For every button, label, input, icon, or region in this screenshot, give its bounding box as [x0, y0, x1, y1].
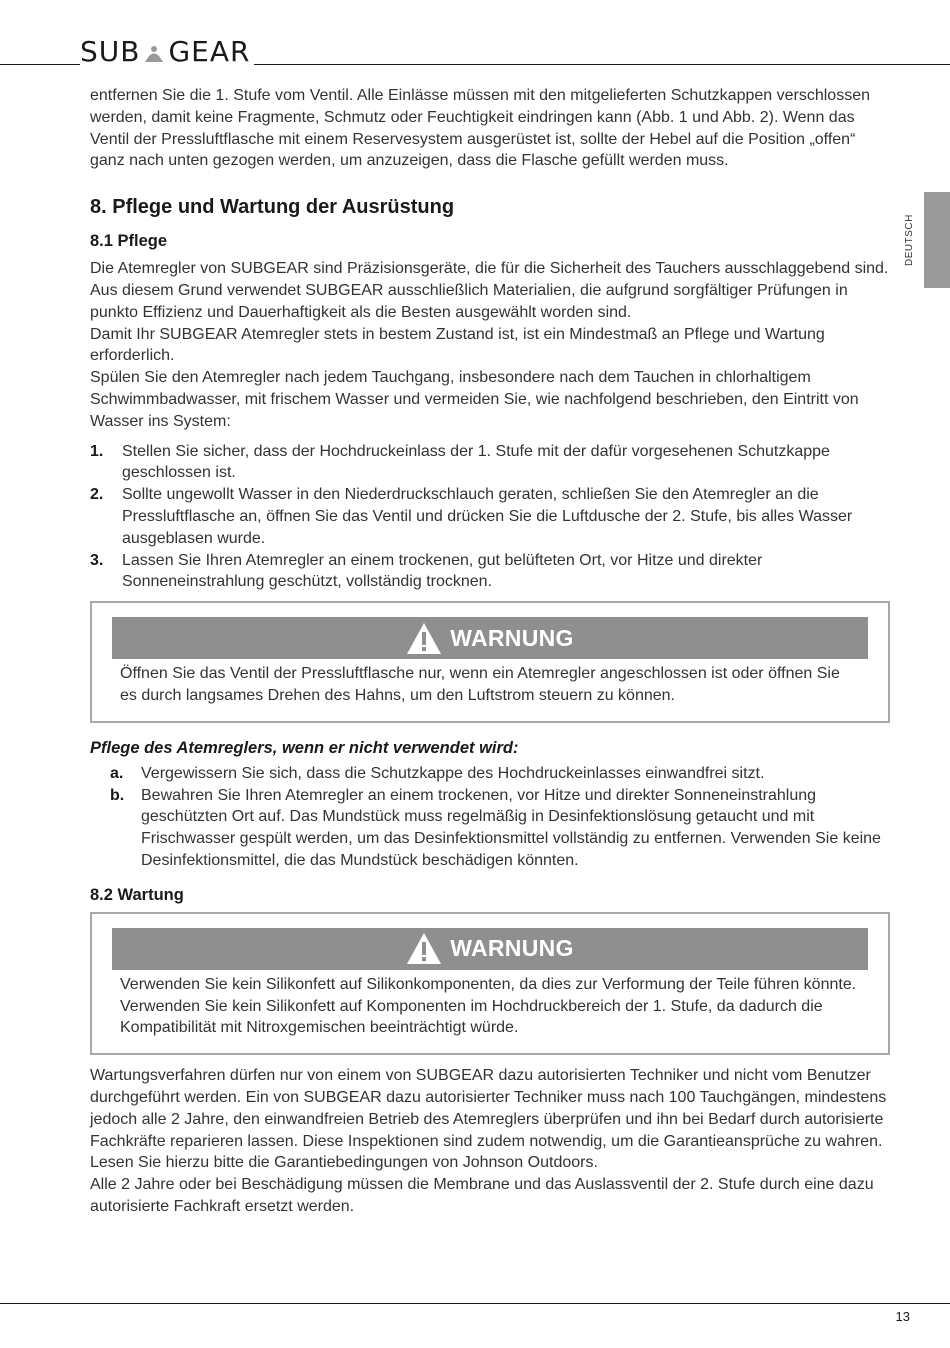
logo-text-sub: SUB [80, 35, 141, 68]
warning-triangle-icon [406, 932, 442, 965]
list-item [90, 484, 890, 549]
list-item-text: Lassen Sie Ihren Atemregler an einem trockenen, gut belüfteten Ort, vor Hitze und direkter Sonneneinstrahlung geschützt, vollständig trocknen. [122, 551, 763, 591]
list-item-number: 3. [90, 551, 104, 569]
section-8-2-title: 8.2 Wartung [90, 885, 184, 904]
section-8-1-title: 8.1 Pflege [90, 232, 168, 251]
warning-text: Verwenden Sie kein Silikonfett auf Silikonkomponenten, da dies zur Verformung der Teile führen könnte. Verwenden Sie kein Silikonfett auf Komponenten im Hochdruckbereich der 1. Stufe, da dadurch die Kompatibilität mit Nitroxgemischen beeinträchtigt würde. [120, 975, 857, 1037]
warning-box-valve [90, 601, 890, 723]
list-item-text: Bewahren Sie Ihren Atemregler an einem trockenen, vor Hitze und direkter Sonneneinstrahlung geschützten Ort auf. Das Mundstück muss regelmäßig in Desinfektionslösung getaucht und mit Frischwasser gespült werden, um das Desinfektionsmittel vollständig zu entfernen. Verwenden Sie keine Desinfektionsmittel, die das Mundstück beschädigen könnten. [141, 786, 881, 869]
warning-triangle-icon [406, 622, 442, 655]
subgear-logo [80, 35, 254, 68]
list-item-number: 2. [90, 486, 104, 504]
storage-care-list [90, 763, 890, 872]
warning-title: WARNUNG [450, 935, 574, 962]
diver-fin-icon [143, 42, 165, 64]
intro-paragraph: entfernen Sie die 1. Stufe vom Ventil. Alle Einlässe müssen mit den mitgelieferten Schutzkappen verschlossen werden, damit keine Fragmente, Schmutz oder Feuchtigkeit eindringen kann (Abb. 1 und Abb. 2). Wenn das Ventil der Pressluftflasche mit einem Reservesystem ausgerüstet ist, sollte der Hebel auf die Position „offen“ ganz nach unten gezogen werden, um anzuzeigen, dass die Flasche gefüllt werden muss. [90, 87, 870, 170]
section-8-title: 8. Pflege und Wartung der Ausrüstung [90, 196, 455, 219]
list-item-text: Vergewissern Sie sich, dass die Schutzkappe des Hochdruckeinlasses einwandfrei sitzt. [141, 764, 765, 782]
care-paragraph-3: Spülen Sie den Atemregler nach jedem Tauchgang, insbesondere nach dem Tauchen in chlorhaltigem Schwimmbadwasser, mit frischem Wasser und vermeiden Sie, wie nachfolgend beschrieben, den Eintritt von Wasser ins System: [90, 369, 859, 430]
list-item-letter: b. [110, 786, 125, 804]
warning-text: Öffnen Sie das Ventil der Pressluftflasche nur, wenn ein Atemregler angeschlossen ist oder öffnen Sie es durch langsames Drehen des Hahns, um den Luftstrom steuern zu können. [120, 665, 840, 704]
warning-header [112, 928, 868, 970]
list-item-letter: a. [110, 764, 124, 782]
list-item [90, 550, 890, 594]
storage-care-title: Pflege des Atemreglers, wenn er nicht verwendet wird: [90, 738, 519, 757]
list-item [90, 763, 890, 785]
warning-header [112, 617, 868, 659]
warning-title: WARNUNG [450, 624, 574, 651]
care-paragraph-2: Damit Ihr SUBGEAR Atemregler stets in bestem Zustand ist, ist ein Mindestmaß an Pflege und Wartung erforderlich. [90, 325, 825, 365]
list-item [90, 785, 890, 872]
maintenance-paragraph-1: Wartungsverfahren dürfen nur von einem von SUBGEAR dazu autorisierten Techniker und nicht vom Benutzer durchgeführt werden. Ein von SUBGEAR dazu autorisierter Techniker muss nach 100 Tauchgängen, mindestens jedoch alle 2 Jahre, den einwandfreien Betrieb des Atemreglers überprüfen und ihn bei Bedarf durch autorisierte Fachkräfte reparieren lassen. Diese Inspektionen sind zudem notwendig, um die Garantieansprüche zu wahren. Lesen Sie hierzu bitte die Garantiebedingungen von Johnson Outdoors. [90, 1067, 887, 1172]
language-label: DEUTSCH [904, 214, 915, 266]
maintenance-paragraph-2: Alle 2 Jahre oder bei Beschädigung müssen die Membrane und das Auslassventil der 2. Stufe durch eine dazu autorisierte Fachkraft ersetzt werden. [90, 1176, 874, 1215]
logo-text-gear: GEAR [168, 35, 251, 68]
care-paragraph-1: Die Atemregler von SUBGEAR sind Präzisionsgeräte, die für die Sicherheit des Tauchers ausschlaggebend sind. Aus diesem Grund verwendet SUBGEAR ausschließlich Materialien, die aufgrund sorgfältiger Prüfungen in punkto Effizienz und Dauerhaftigkeit als die Besten ausgewählt worden sind. [90, 260, 889, 321]
list-item-text: Stellen Sie sicher, dass der Hochdruckeinlass der 1. Stufe mit der dafür vorgesehenen Schutzkappe geschlossen ist. [122, 442, 830, 482]
list-item-number: 1. [90, 442, 104, 460]
list-item [90, 441, 890, 485]
rinse-steps-list [90, 441, 890, 594]
footer-rule [0, 1303, 950, 1304]
warning-box-silicone [90, 912, 890, 1055]
list-item-text: Sollte ungewollt Wasser in den Niederdruckschlauch geraten, schließen Sie den Atemregler an die Pressluftflasche an, öffnen Sie das Ventil und drücken Sie die Luftdusche der 2. Stufe, bis alles Wasser ausgeblasen wurde. [122, 486, 853, 547]
page-content [90, 85, 890, 1218]
page-number: 13 [895, 1309, 910, 1324]
